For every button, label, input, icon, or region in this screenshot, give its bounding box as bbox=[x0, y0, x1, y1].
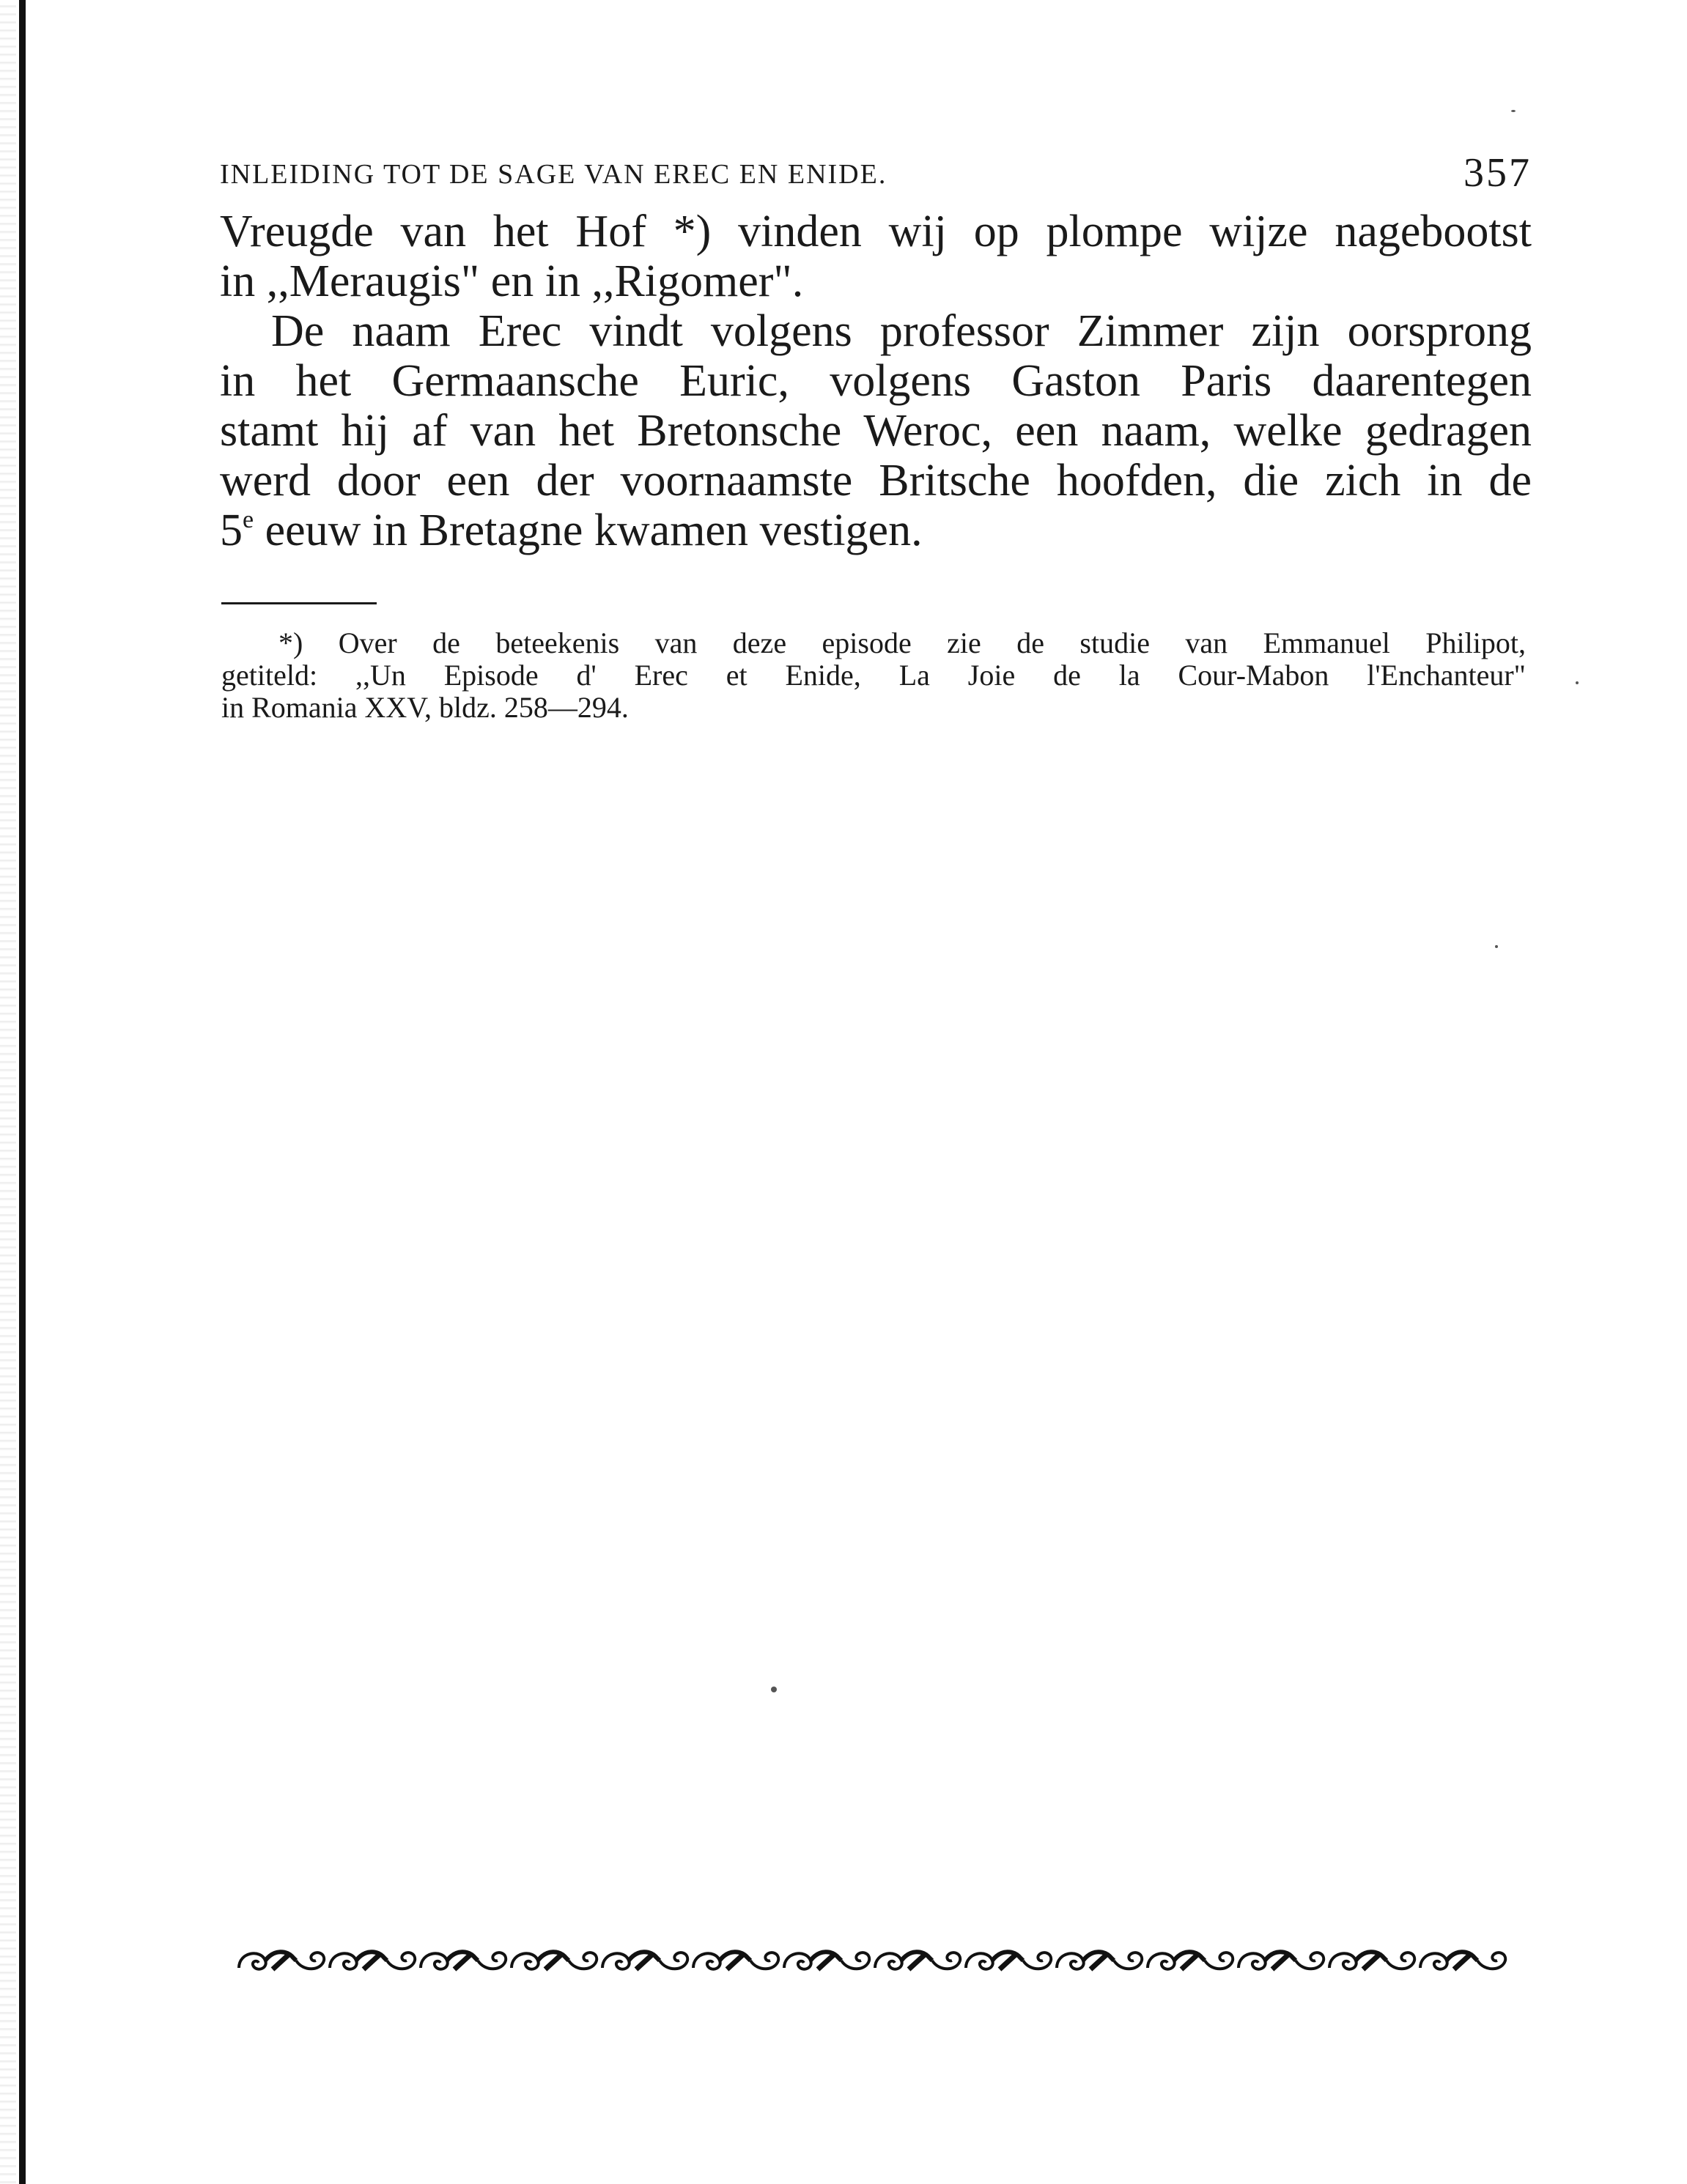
binding-edge bbox=[19, 0, 26, 2184]
text-line: stamt hij af van het Bretonsche Weroc, een naam, welke gedragen bbox=[220, 406, 1532, 456]
text-line: in het Germaansche Euric, volgens Gaston Paris daarentegen bbox=[220, 356, 1532, 406]
footnote-line: getiteld: ,,Un Episode d' Erec et Enide, La Joie de la Cour-Mabon l'Enchanteur" bbox=[221, 659, 1526, 692]
text-line: werd door een der voornaamste Britsche hoofden, die zich in de bbox=[220, 456, 1532, 506]
century-superscript: e bbox=[243, 506, 254, 533]
text-line: Vreugde van het Hof *) vinden wij op plompe wijze nagebootst bbox=[220, 207, 1532, 256]
print-speck bbox=[1576, 681, 1579, 684]
century-number: 5 bbox=[220, 506, 243, 555]
running-title: INLEIDING TOT DE SAGE VAN EREC EN ENIDE. bbox=[220, 159, 887, 190]
page-number: 357 bbox=[1463, 150, 1532, 196]
print-speck bbox=[1495, 945, 1498, 948]
running-head bbox=[220, 149, 1532, 201]
footnote-line: in Romania XXV, bldz. 258—294. bbox=[221, 691, 629, 724]
text-line-rest: eeuw in Bretagne kwamen vestigen. bbox=[254, 506, 923, 555]
binding-speckle bbox=[0, 0, 16, 2184]
footnote-rule bbox=[221, 602, 377, 604]
body-paragraph bbox=[220, 207, 1532, 555]
ornament-scrolls bbox=[239, 1952, 1505, 1969]
footnote-line: *) Over de beteekenis van deze episode zie de studie van Emmanuel Philipot, bbox=[278, 626, 1526, 659]
ornamental-border bbox=[236, 1944, 1527, 1977]
footnote bbox=[221, 627, 1526, 724]
print-speck bbox=[771, 1687, 777, 1692]
print-speck bbox=[1511, 110, 1516, 112]
text-line: in ,,Meraugis" en in ,,Rigomer". bbox=[220, 256, 804, 306]
text-line: De naam Erec vindt volgens professor Zimmer zijn oorsprong bbox=[271, 306, 1532, 356]
text-line-final bbox=[220, 506, 1532, 555]
